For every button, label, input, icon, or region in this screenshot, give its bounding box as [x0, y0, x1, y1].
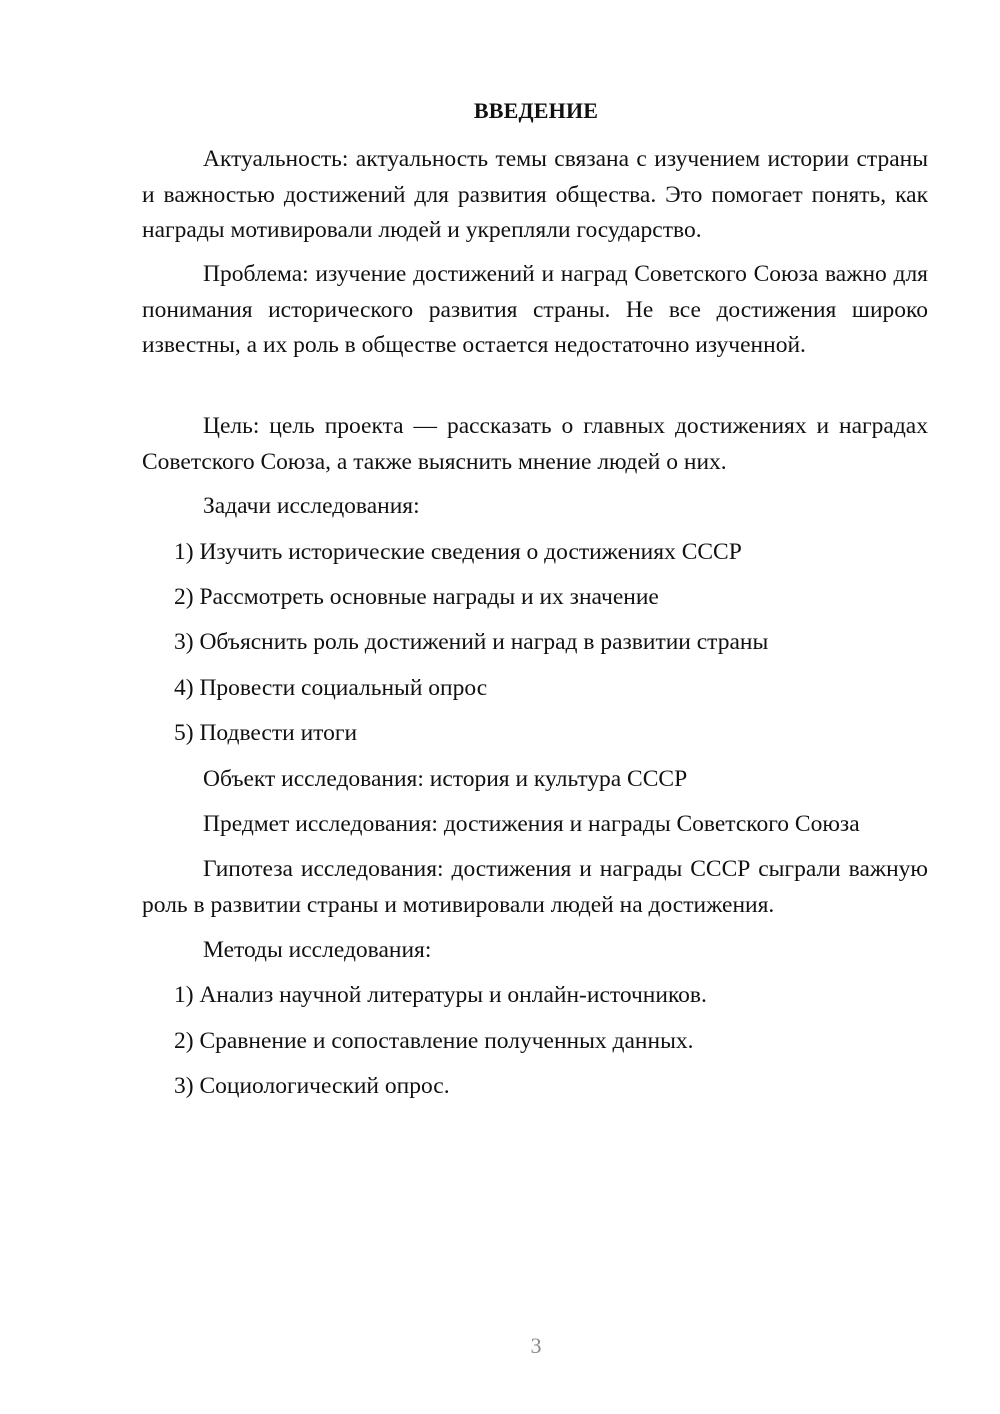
task-item: 3) Объяснить роль достижений и наград в развитии страны [174, 629, 769, 655]
method-item-2-block [142, 1024, 928, 1060]
hypothesis-paragraph: Гипотеза исследования: достижения и награды СССР сыграли важную роль в развитии страны и мотивировали людей на достижения. [142, 856, 928, 918]
method-item-3-block [142, 1069, 928, 1105]
object-block [142, 762, 928, 798]
subject-block [142, 807, 928, 843]
problem-paragraph: Проблема: изучение достижений и наград Советского Союза важно для понимания исторического развития страны. Не все достижения широко известны, а их роль в обществе остается недостаточно изученной. [142, 261, 928, 358]
task-item: 5) Подвести итоги [174, 720, 358, 746]
task-item: 4) Провести социальный опрос [174, 675, 488, 701]
task-item-5-block [142, 716, 928, 752]
methods-heading: Методы исследования: [203, 937, 432, 963]
tasks-heading-block [142, 489, 928, 525]
task-item: 2) Рассмотреть основные награды и их значение [174, 584, 659, 610]
page-number: 3 [530, 1333, 542, 1358]
methods-heading-block [142, 933, 928, 969]
task-item: 1) Изучить исторические сведения о достижениях СССР [174, 539, 742, 565]
task-item-3-block [142, 625, 928, 661]
method-item: 1) Анализ научной литературы и онлайн-источников. [174, 982, 707, 1008]
task-item-2-block [142, 580, 928, 616]
tasks-heading: Задачи исследования: [203, 493, 420, 519]
hypothesis-block [142, 852, 928, 923]
task-item-1-block [142, 535, 928, 571]
task-item-4-block [142, 671, 928, 707]
relevance-block [142, 142, 928, 249]
section-heading: ВВЕДЕНИЕ [473, 98, 599, 123]
research-subject: Предмет исследования: достижения и награды Советского Союза [203, 811, 860, 837]
goal-block [142, 409, 928, 480]
goal-paragraph: Цель: цель проекта — рассказать о главных достижениях и наградах Советского Союза, а также выяснить мнение людей о них. [142, 413, 928, 475]
research-object: Объект исследования: история и культура СССР [203, 766, 688, 792]
method-item-1-block [142, 978, 928, 1014]
relevance-paragraph: Актуальность: актуальность темы связана с изучением истории страны и важностью достижений для развития общества. Это помогает понять, как награды мотивировали людей и укрепляли государство. [142, 146, 928, 243]
problem-block [142, 257, 928, 364]
method-item: 3) Социологический опрос. [174, 1073, 450, 1099]
method-item: 2) Сравнение и сопоставление полученных данных. [174, 1028, 694, 1054]
